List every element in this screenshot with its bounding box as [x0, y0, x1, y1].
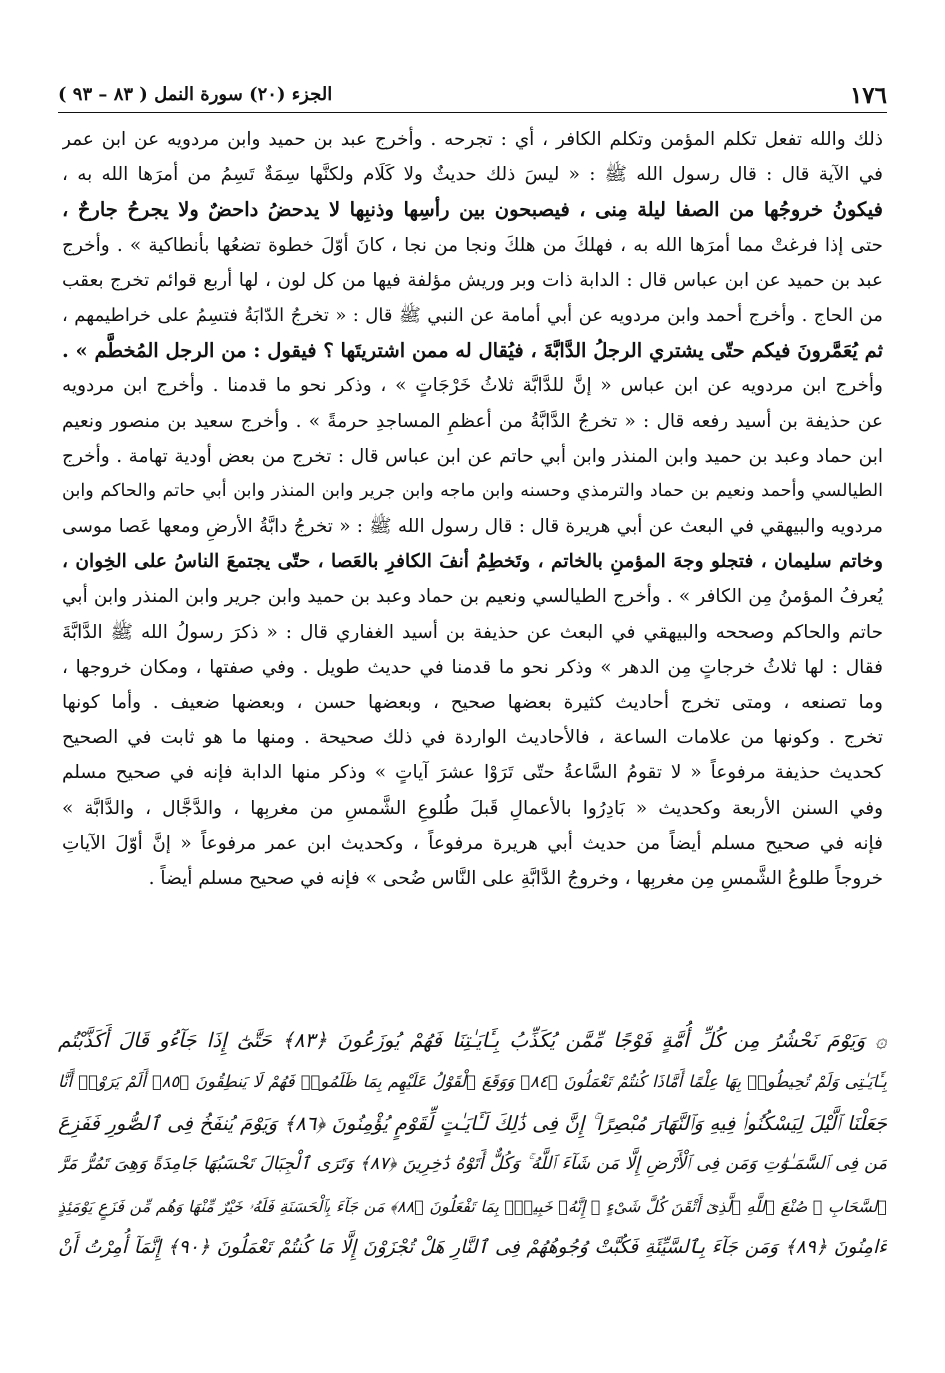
commentary-line: ثم يُعَمَّرونَ فيكم حتّى يشتري الرجلُ الدَّابَّةَ ، فيُقال له ممن اشتريتَها ؟ فيقول : من الرجل المُخطَّم » .: [62, 339, 883, 363]
verse-line: ٱلسَّحَابِ ۚ صُنْعَ ٱللَّهِ ٱلَّذِىٓ أَتْقَنَ كُلَّ شَىْءٍ ۚ إِنَّهُۥ خَبِيرٌۢ بِمَا تَفْعَلُونَ ﴿٨٨﴾ مَن جَآءَ بِٱلْحَسَنَةِ فَلَهُۥ خَيْرٌ مِّنْهَا وَهُم مِّن فَزَعٍ يَوْمَئِذٍ: [58, 1196, 887, 1216]
commentary-line: عن حذيفة بن أسيد رفعه قال : « تخرجُ الدَّابَّةُ من أعظمِ المساجدِ حرمةً » . وأخرج سعيد بن منصور ونعيم: [62, 410, 883, 432]
commentary-line: وما تصنعه ، ومتى تخرج أحاديث كثيرة بعضها صحيح ، وبعضها حسن ، وبعضها ضعيف . وأما كونها: [62, 692, 883, 713]
verse-line: ءَامِنُونَ ﴿٨٩﴾ وَمَن جَآءَ بِٱلسَّيِّئَةِ فَكُبَّتْ وُجُوهُهُمْ فِى ٱلنَّارِ هَلْ تُجْزَوْنَ إِلَّا مَا كُنتُمْ تَعْمَلُونَ ﴿٩٠﴾ إِنَّمَآ أُمِرْتُ أَنْ: [58, 1236, 887, 1258]
commentary-line: خروجاً طلوعُ الشَّمسِ مِن مغربِها ، وخروجُ الدَّابَّةِ على النَّاس ضُحى » فإنه في صحيح مسلم أيضاً .: [148, 867, 883, 889]
commentary-line: ابن حماد وعبد بن حميد وابن المنذر وابن أبي حاتم عن ابن عباس قال : تخرج من بعض أودية تهامة . وأخرج: [62, 445, 883, 467]
commentary-line: ذلك والله تفعل تكلم المؤمن وتكلم الكافر ، أي : تجرحه . وأخرج عبد بن حميد وابن مردويه عن ابن عمر: [62, 129, 883, 150]
commentary-line: تخرج . وكونها من علامات الساعة ، فالأحاديث الواردة في ذلك صحيحة . ومنها ما هو ثابت في الصحيح: [62, 727, 883, 749]
commentary-line: حتى إذا فرغتْ مما أمرَها الله به ، فهلكَ من هلكَ ونجا من نجا ، كانَ أوّلَ خطوة تضعُها بأنطاكية » . وأخرج: [62, 234, 883, 256]
commentary-line: وفي السنن الأربعة وكحديث « بَادِرُوا بالأعمالِ قَبلَ طُلوعِ الشَّمسِ من مغربِها ، والدَّجَّال ، والدَّابَّة »: [62, 797, 883, 819]
commentary-line: فإنه في صحيح مسلم أيضاً من حديث أبي هريرة مرفوعاً ، وكحديث ابن عمر مرفوعاً « إنَّ أوّلَ الآياتِ: [62, 832, 883, 854]
verse-line: جَعَلْنَا ٱلَّيْلَ لِيَسْكُنُوا۟ فِيهِ وَٱلنَّهَارَ مُبْصِرًا ۚ إِنَّ فِى ذَٰلِكَ لَـَٔايَـٰتٍ لِّقَوْمٍ يُؤْمِنُونَ ﴿٨٦﴾ وَيَوْمَ يُنفَخُ فِى ٱلصُّورِ فَفَزِعَ: [58, 1111, 887, 1135]
page-header: [58, 78, 887, 113]
commentary-line: حاتم والحاكم وصححه والبيهقي في البعث عن حذيفة بن أسيد الغفاري قال : « ذكرَ رسولُ الله ﷺ الدَّابَّةَ: [62, 621, 883, 643]
commentary-line: من الحاج . وأخرج أحمد وابن مردويه عن أبي أمامة عن النبي ﷺ قال : « تخرجُ الدّابَةُ فتسِمُ على خراطيمهم ،: [62, 304, 883, 326]
verse-line: بِـَٔايَـٰتِى وَلَمْ تُحِيطُوا۟ بِهَا عِلْمًا أَمَّاذَا كُنتُمْ تَعْمَلُونَ ﴿٨٤﴾ وَوَقَعَ ٱلْقَوْلُ عَلَيْهِم بِمَا ظَلَمُوا۟ فَهُمْ لَا يَنطِقُونَ ﴿٨٥﴾ أَلَمْ يَرَوْا۟ أَنَّا: [58, 1072, 887, 1092]
commentary-line: وخاتم سليمان ، فتجلو وجهَ المؤمنِ بالخاتم ، وتَخطِمُ أنفَ الكافرِ بالعَصا ، حتّى يجتمعَ الناسُ على الخِوان ،: [62, 550, 883, 573]
running-title: الجزء (٢٠) سورة النمل ( ٨٣ – ٩٣ ): [58, 84, 333, 105]
commentary-line: وأخرج ابن مردويه عن ابن عباس « إنَّ للدَّابَّة ثلاثُ خَرْجَاتٍ » ، وذكر نحو ما قدمنا . وأخرج ابن مردويه: [62, 375, 883, 397]
commentary-line: الطيالسي وأحمد ونعيم بن حماد والترمذي وحسنه وابن ماجه وابن جرير وابن المنذر وابن أبي حاتم والحاكم وابن: [62, 480, 883, 501]
verse-line: مَن فِى ٱلسَّمَـٰوَٰتِ وَمَن فِى ٱلْأَرْضِ إِلَّا مَن شَآءَ ٱللَّهُ ۚ وَكُلٌّ أَتَوْهُ دَٰخِرِينَ ﴿٨٧﴾ وَتَرَى ٱلْجِبَالَ تَحْسَبُهَا جَامِدَةً وَهِىَ تَمُرُّ مَرَّ: [58, 1154, 887, 1175]
commentary-line: فيكونُ خروجُها من الصفا ليلة مِنى ، فيصبحون بين رأسِها وذنبِها لا يدحضُ داحضٌ ولا يجرحُ جارحٌ ،: [62, 198, 883, 222]
commentary-line: فقال : لها ثلاثُ خرجاتٍ مِن الدهر » وذكر نحو ما قدمنا في حديث طويل . وفي صفتها ، ومكان خروجها ،: [62, 656, 883, 678]
commentary-line: عبد بن حميد عن ابن عباس قال : الدابة ذات وبر وريش مؤلفة فيها من كل لون ، لها أربع قوائم تخرج بعقب: [62, 269, 883, 291]
commentary-line: مردويه والبيهقي في البعث عن أبي هريرة قال : قال رسول الله ﷺ : « تخرجُ دابَّةُ الأرضِ ومعها عَصا موسى: [62, 516, 883, 538]
verse-line: ۞ وَيَوْمَ نَحْشُرُ مِن كُلِّ أُمَّةٍ فَوْجًا مِّمَّن يُكَذِّبُ بِـَٔايَـٰتِنَا فَهُمْ يُوزَعُونَ ﴿٨٣﴾ حَتَّىٰٓ إِذَا جَآءُو قَالَ أَكَذَّبْتُم: [58, 1028, 887, 1052]
commentary-line: كحديث حذيفة مرفوعاً « لا تقومُ السَّاعةُ حتّى تَرَوْا عشرَ آياتٍ » وذكر منها الدابة فإنه في صحيح مسلم: [62, 762, 883, 784]
page-number: ١٧٦: [849, 82, 887, 109]
commentary-line: في الآية قال : قال رسول الله ﷺ : « ليسَ ذلك حديثٌ ولا كَلَام ولكنَّها سِمَةٌ تَسِمُ من أمرَها الله به ،: [62, 164, 883, 186]
commentary-text: [62, 122, 883, 896]
commentary-line: يُعرفُ المؤمنُ مِن الكافر » . وأخرج الطيالسي ونعيم بن حماد وعبد بن حميد وابن جرير وابن المنذر وابن أبي: [62, 586, 883, 608]
quran-verses: [58, 1020, 887, 1268]
